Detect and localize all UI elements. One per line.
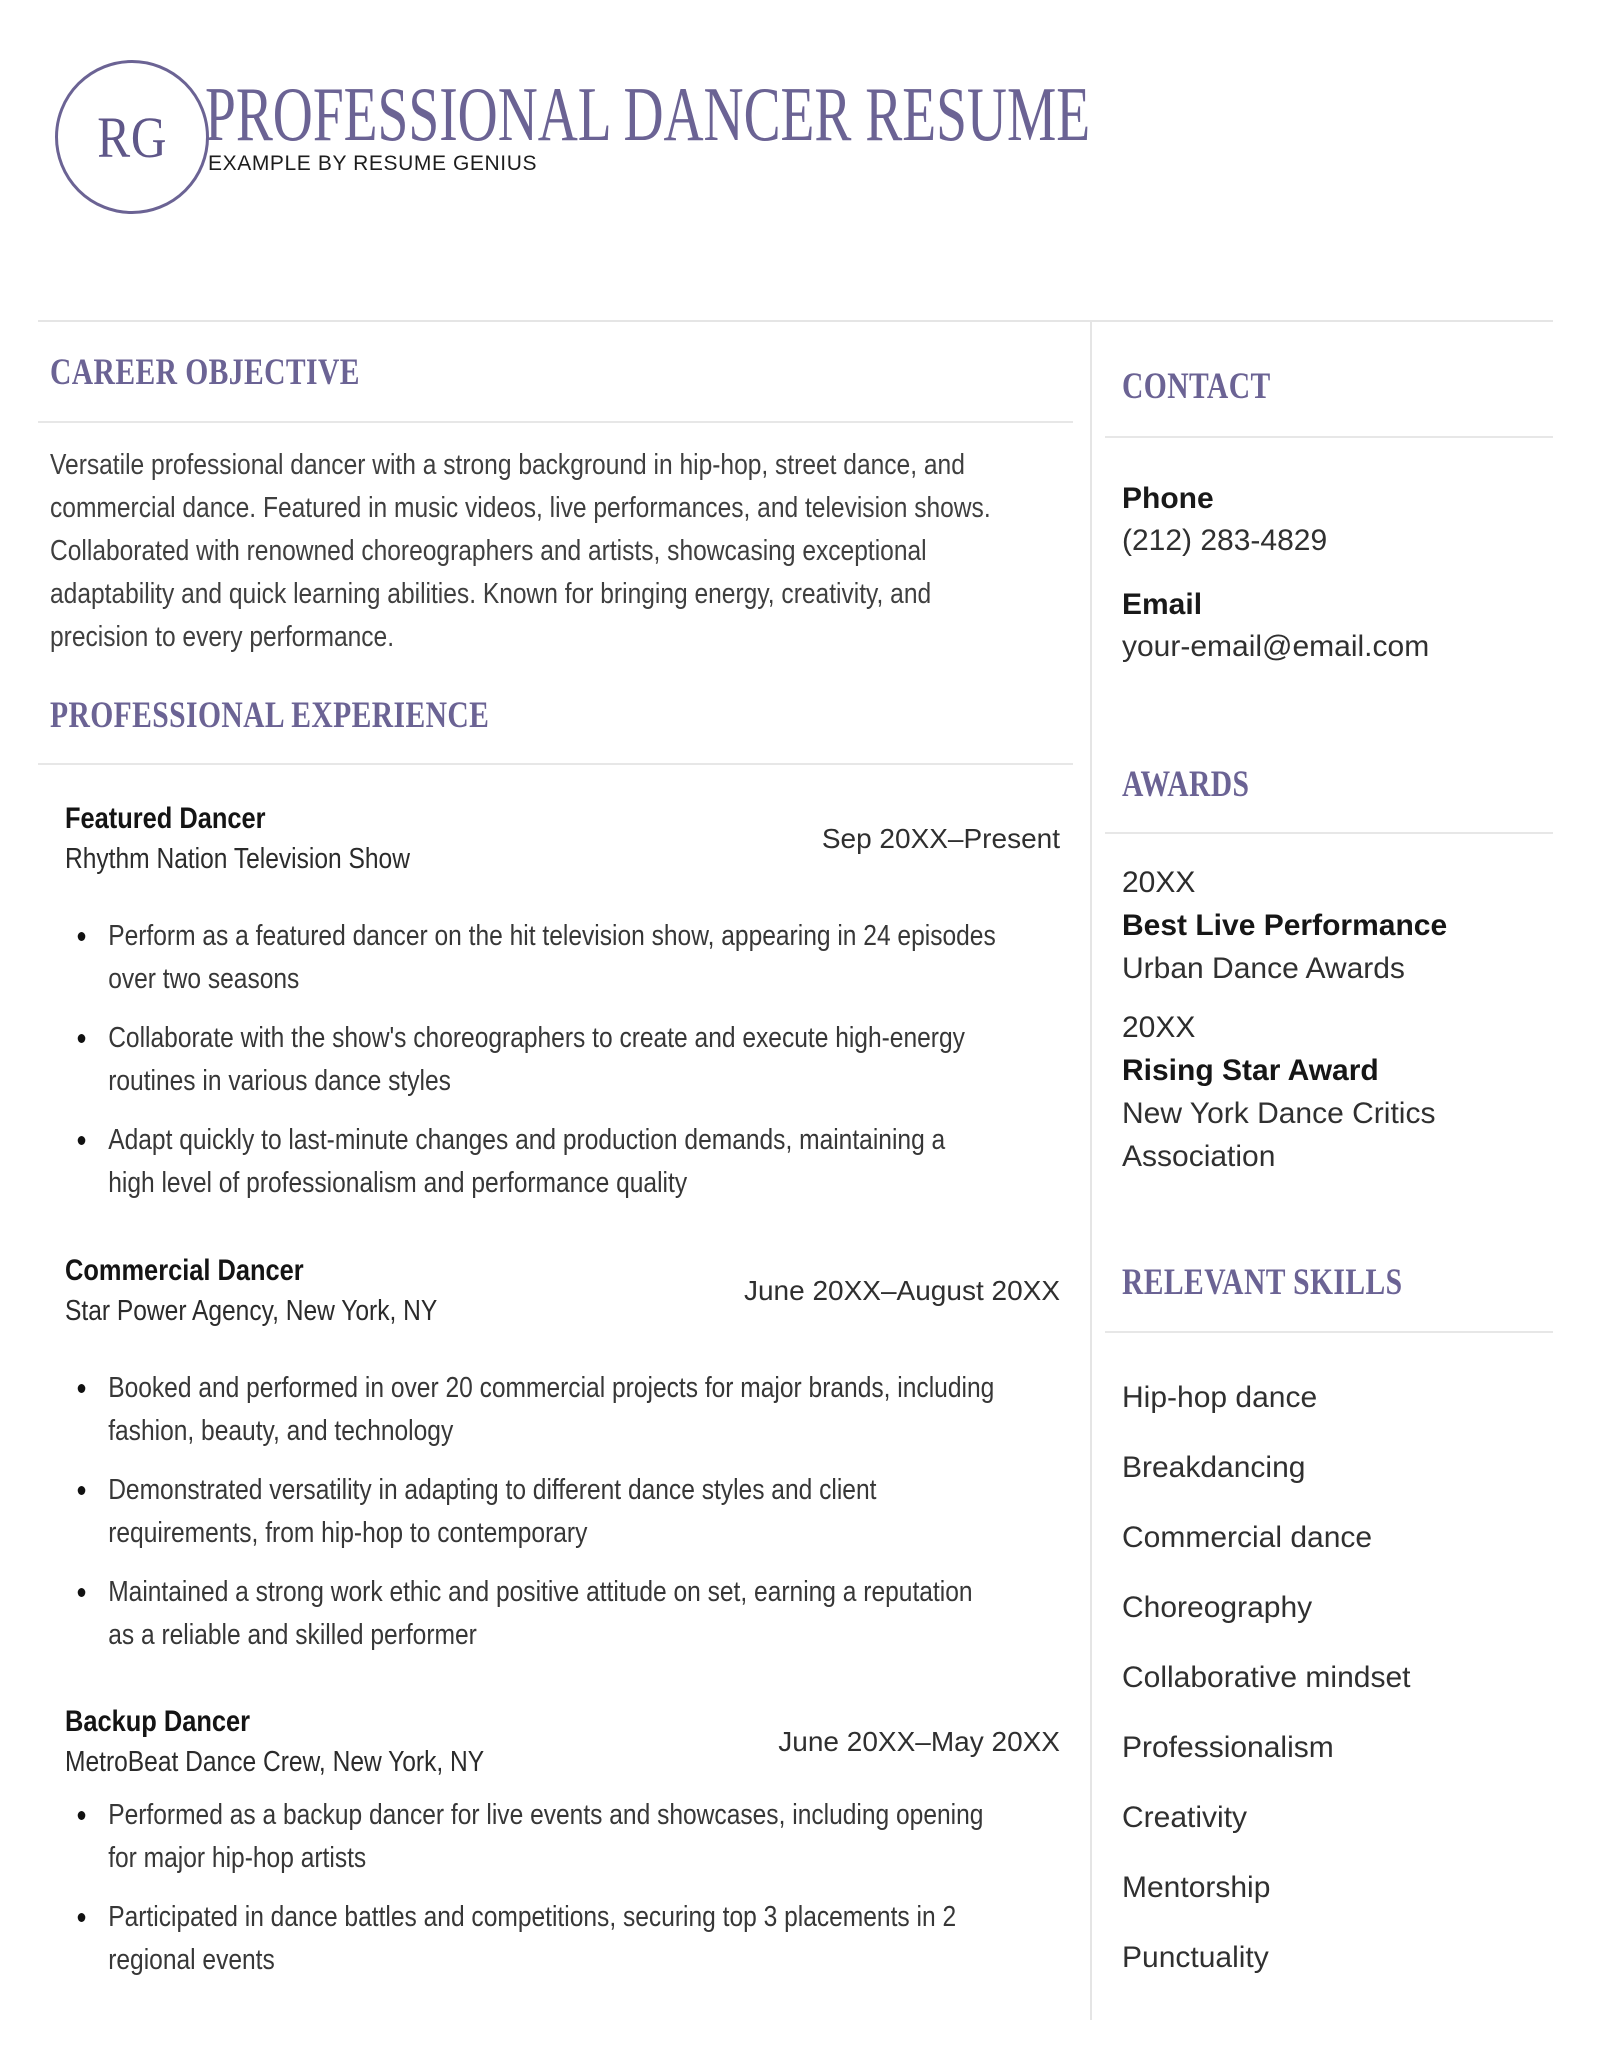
job-bullet: Demonstrated versatility in adapting to different dance styles and client requirements, from hip-hop to contemporary xyxy=(65,1469,997,1555)
job-company: MetroBeat Dance Crew, New York, NY xyxy=(65,1746,485,1778)
job-company: Star Power Agency, New York, NY xyxy=(65,1295,438,1327)
experience-heading: PROFESSIONAL EXPERIENCE xyxy=(50,695,490,736)
job-bullet-list xyxy=(65,1367,997,1657)
skills-heading: RELEVANT SKILLS xyxy=(1122,1262,1403,1303)
job-bullet: Performed as a backup dancer for live events and showcases, including opening for major hip-hop artists xyxy=(65,1794,997,1880)
skill-item: Choreography xyxy=(1122,1591,1313,1624)
career-objective-heading: CAREER OBJECTIVE xyxy=(50,352,360,393)
phone-label: Phone xyxy=(1122,482,1214,515)
job-entry xyxy=(38,799,1073,1205)
skill-item: Hip-hop dance xyxy=(1122,1381,1318,1414)
job-bullet: Maintained a strong work ethic and positive attitude on set, earning a reputation as a reliable and skilled performer xyxy=(65,1571,997,1657)
career-objective-text: Versatile professional dancer with a strong background in hip-hop, street dance, and commercial dance. Featured in music videos, live performances, and television shows. Collaborated with renowned choreographers and artists, showcasing exceptional adaptability and quick learning abilities. Known for bringing energy, creativity, and precision to every performance. xyxy=(50,449,991,653)
award-year: 20XX xyxy=(1122,1011,1196,1044)
job-title: Backup Dancer xyxy=(65,1705,251,1738)
main-column xyxy=(38,320,1073,1982)
job-entry xyxy=(38,1702,1073,1982)
phone-value: (212) 283-4829 xyxy=(1122,524,1328,557)
job-bullet: Participated in dance battles and competitions, securing top 3 placements in 2 regional events xyxy=(65,1896,997,1982)
page-subtitle: EXAMPLE BY RESUME GENIUS xyxy=(208,152,538,175)
job-title: Featured Dancer xyxy=(65,802,266,835)
section-divider xyxy=(38,421,1073,423)
award-entry xyxy=(1122,861,1553,990)
job-entry xyxy=(38,1251,1073,1657)
award-org: New York Dance Critics Association xyxy=(1122,1097,1436,1173)
section-divider xyxy=(1105,436,1553,438)
logo-initials: RG xyxy=(96,104,168,170)
skill-item: Professionalism xyxy=(1122,1731,1334,1764)
job-title: Commercial Dancer xyxy=(65,1254,304,1287)
skills-list xyxy=(1122,1376,1553,1979)
skill-item: Collaborative mindset xyxy=(1122,1661,1411,1694)
award-title: Best Live Performance xyxy=(1122,909,1448,942)
contact-heading: CONTACT xyxy=(1122,366,1271,407)
awards-heading: AWARDS xyxy=(1122,764,1250,805)
job-bullet-list xyxy=(65,915,997,1205)
job-dates: June 20XX–August 20XX xyxy=(743,1275,1060,1306)
skill-item: Mentorship xyxy=(1122,1871,1271,1904)
job-bullet-list xyxy=(65,1794,997,1982)
skill-item: Breakdancing xyxy=(1122,1451,1306,1484)
job-dates: Sep 20XX–Present xyxy=(821,823,1060,854)
award-org: Urban Dance Awards xyxy=(1122,952,1405,985)
resume-genius-logo xyxy=(55,60,209,214)
sidebar xyxy=(1105,320,1553,2006)
skill-item: Creativity xyxy=(1122,1801,1248,1834)
section-divider xyxy=(1105,832,1553,834)
job-company: Rhythm Nation Television Show xyxy=(65,843,410,875)
page-title: PROFESSIONAL DANCER RESUME xyxy=(205,71,1091,157)
job-bullet: Adapt quickly to last-minute changes and production demands, maintaining a high level of professionalism and performance quality xyxy=(65,1119,997,1205)
section-divider xyxy=(38,763,1073,765)
column-divider xyxy=(1090,320,1092,2020)
email-value: your-email@email.com xyxy=(1122,630,1430,663)
job-bullet: Collaborate with the show's choreographers to create and execute high-energy routines in various dance styles xyxy=(65,1017,997,1103)
job-bullet: Perform as a featured dancer on the hit television show, appearing in 24 episodes over two seasons xyxy=(65,915,997,1001)
section-divider xyxy=(1105,1331,1553,1333)
email-label: Email xyxy=(1122,588,1203,621)
skill-item: Punctuality xyxy=(1122,1941,1269,1974)
award-year: 20XX xyxy=(1122,866,1196,899)
skill-item: Commercial dance xyxy=(1122,1521,1373,1554)
job-bullet: Booked and performed in over 20 commercial projects for major brands, including fashion, beauty, and technology xyxy=(65,1367,997,1453)
award-title: Rising Star Award xyxy=(1122,1054,1379,1087)
job-dates: June 20XX–May 20XX xyxy=(778,1726,1060,1757)
award-entry xyxy=(1122,1006,1553,1178)
